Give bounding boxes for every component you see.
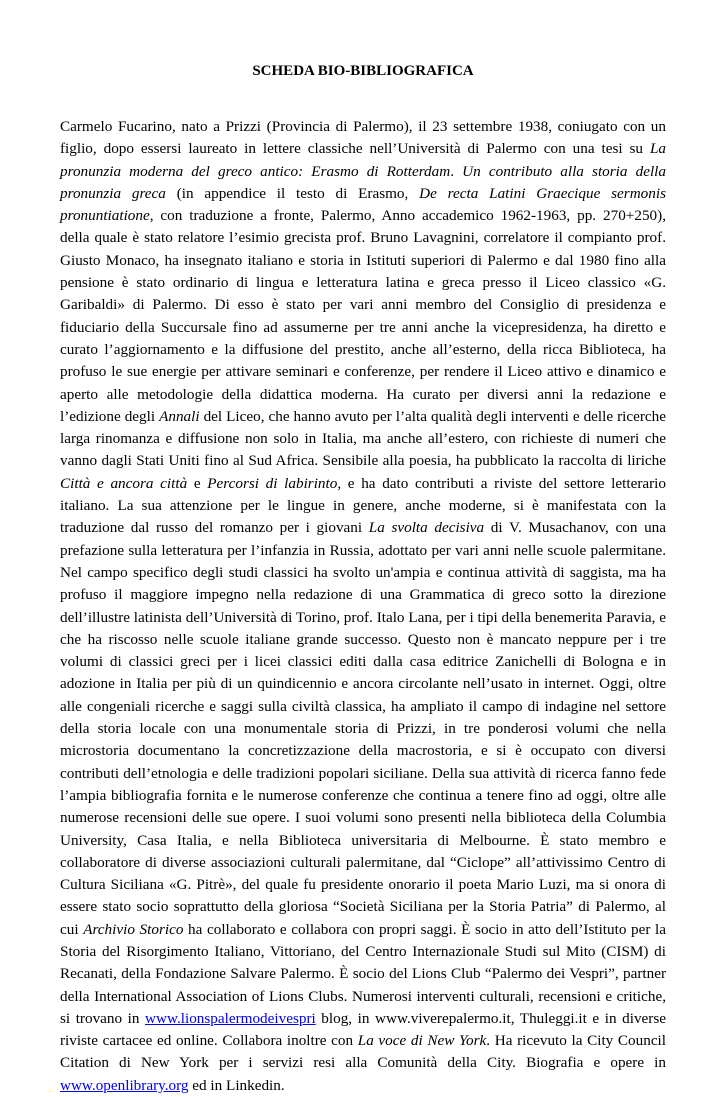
bio-text: del Liceo, che hanno avuto per l’alta qualità degli interventi e delle ricerche larga rinomanza e diffusione non solo in Italia, ma anche all’estero, con richieste di numeri che vanno dagli Stati Uniti fino al Sud Africa. Sensibile alla poesia, ha pubblicato la raccolta di liriche — [60, 407, 666, 470]
thesis-title: La pronunzia moderna del greco antico: Erasmo di Rotterdam — [60, 140, 666, 180]
voce-ny-title: La voce di New York — [357, 1032, 487, 1050]
poetry-title-1: Città e ancora città — [60, 474, 188, 492]
bio-text: (in appendice il testo di Erasmo, — [165, 184, 420, 202]
bio-text: ha collaborato e collabora con propri saggi. È socio in atto dell’Istituto per la Storia del Risorgimento Italiano, Vittoriano, del Centro Internazionale Studi sul Mito (CISM) di Recanati, della Fondazione Salvare Palermo. È socio del Lions Club “Palermo dei Vespri”, partner della International Association of Lions Clubs. Numerosi interventi culturali, recensioni e critiche, si trovano in — [60, 920, 667, 1027]
bio-text: blog, in www.viverepalermo.it, Thuleggi.it e in diverse riviste cartacee ed online. Collabora inoltre con — [60, 1009, 666, 1050]
document-page — [60, 60, 666, 1097]
archivio-title: Archivio Storico — [83, 920, 184, 938]
bio-text: di V. Musachanov, con una prefazione sulla letteratura per l’infanzia in Russia, adottato per vari anni nelle scuole palermitane. Nel campo specifico degli studi classici ha svolto un'ampia e continua attività di saggista, ma ha profuso il maggiore impegno nella redazione di una Grammatica di greco sotto la direzione dell’illustre latinista dell’Università di Torino, prof. Italo Lana, per i tipi della benemerita Paravia, e che ha riscosso nelle scuole italiane grande successo. Questo non è mancato neppure per i tre volumi di classici greci per i licei classici editi dalla casa editrice Zanichelli di Bologna e in adozione in Italia per più di un quindicennio e ancora circolante nell’usato in internet. Oggi, oltre alle congeniali ricerche e saggi sulla civiltà classica, ha ampliato il campo di indagine nel settore della storia locale con una monumentale storia di Prizzi, in tre ponderosi volumi che nella microstoria documentano la concretizzazione della macrostoria, e si è occupato con diversi contributi dell’etnologia e delle tradizioni popolari siciliane. Della sua attività di ricerca fanno fede l’ampia bibliografia fornita e le numerose conferenze che continua a tenere fino ad oggi, oltre alle numerose recensioni delle sue opere. I suoi volumi sono presenti nella biblioteca della Columbia University, Casa Italia, e nella Biblioteca universitaria di Melbourne. È stato membro e collaboratore di diverse associazioni culturali palermitane, dal “Ciclope” all’attivissimo Centro di Cultura Siciliana «G. Pitrè», del quale fu presidente onorario il poeta Mario Luzi, ma si onora di essere stato socio soprattutto della gloriosa “Società Siciliana per la Storia Patria” di Palermo, al cui — [60, 519, 666, 938]
thesis-subtitle: Un contributo alla storia della pronunzia greca — [60, 162, 666, 202]
page-title: SCHEDA BIO-BIBLIOGRAFICA — [252, 63, 474, 79]
erasmus-title: De recta Latini Graecique sermonis pronuntiatione — [60, 184, 666, 225]
bio-text: . Ha ricevuto la City Council Citation di New York per i servizi resi alla Comunità della City. Biografia e opere in — [60, 1032, 666, 1072]
biography-paragraph — [60, 116, 666, 1097]
bio-text: , con traduzione a fronte, Palermo, Anno accademico 1962-1963, pp. 270+250), della quale è stato relatore l’esimio grecista prof. Bruno Lavagnini, correlatore il compianto prof. Giusto Monaco, ha insegnato italiano e storia in Istituti superiori di Palermo e dal 1980 fino alla pensione è stato ordinario di lingua e letteratura latina e greca presso il Liceo classico «G. Garibaldi» di Palermo. Di esso è stato per vari anni membro del Consiglio di presidenza e fiduciario della Succursale fino ad assumerne per tre anni anche la vicepresidenza, ha diretto e curato l’aggiornamento e la diffusione del prestito, anche all’esterno, della ricca Biblioteca, ha profuso le sue energie per attivare seminari e conferenze, per rendere il Liceo attivo e dinamico e aperto alle metodologie della didattica moderna. Ha curato per diversi anni la redazione e l’edizione degli — [60, 207, 666, 425]
bio-text: e — [187, 474, 208, 492]
bio-text: , e ha dato contributi a riviste del settore letterario italiano. La sua attenzione per le lingue in genere, anche moderne, si è manifestata con la traduzione dal russo del romanzo per i giovani — [60, 474, 666, 537]
lions-blog-link[interactable]: www.lionspalermodeivespri — [145, 1009, 316, 1027]
poetry-title-2: Percorsi di labirinto — [207, 474, 338, 492]
bio-text: . — [450, 162, 463, 180]
openlibrary-link[interactable]: www.openlibrary.org — [60, 1076, 189, 1094]
annali-title: Annali — [159, 407, 200, 425]
bio-text: ed in Linkedin. — [188, 1076, 285, 1094]
bio-text: Carmelo Fucarino, nato a Prizzi (Provincia di Palermo), il 23 settembre 1938, coniugato con un figlio, dopo essersi laureato in lettere classiche nell’Università di Palermo con una tesi su — [60, 118, 666, 158]
novel-title: La svolta decisiva — [368, 519, 485, 537]
